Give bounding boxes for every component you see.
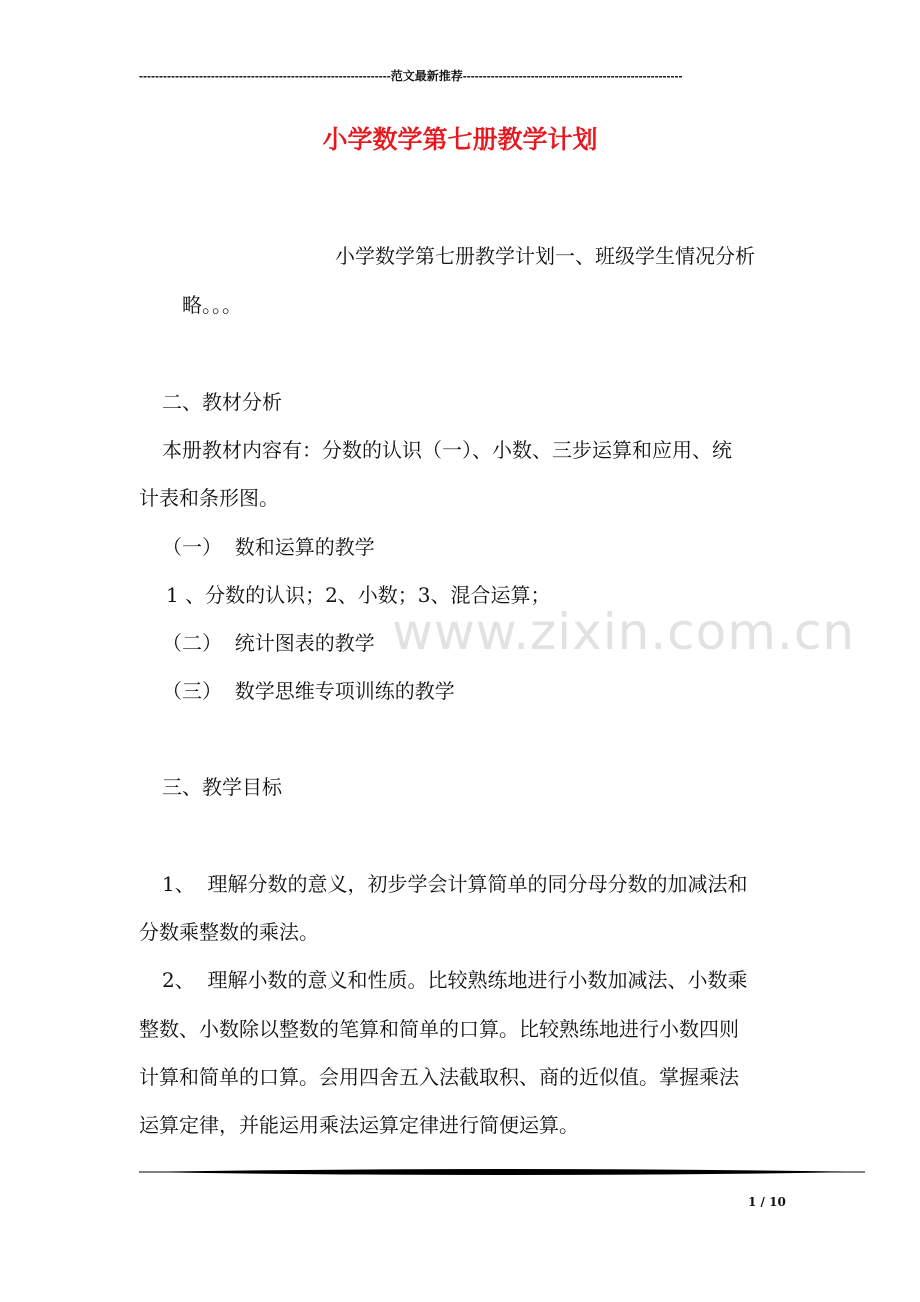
subsection-1-items: 1 、分数的认识；2、小数；3、混合运算； bbox=[166, 583, 551, 607]
goal2-line4: 运算定律，并能运用乘法运算定律进行简便运算。 bbox=[139, 1113, 579, 1137]
intro-line: 小学数学第七册教学计划一、班级学生情况分析 bbox=[335, 244, 755, 268]
intro-detail: 略。。。 bbox=[182, 293, 242, 317]
section2-heading: 二、教材分析 bbox=[162, 390, 282, 414]
goal2-line2: 整数、小数除以整数的笔算和简单的口算。比较熟练地进行小数四则 bbox=[139, 1017, 739, 1041]
section3-heading: 三、教学目标 bbox=[162, 775, 282, 799]
subsection-2: （二） 统计图表的教学 bbox=[162, 631, 375, 655]
header-banner: ---------------------------------------------------------------范文最新推荐------------------------------------------------------- bbox=[139, 69, 683, 83]
goal1-line1: 1、 理解分数的意义，初步学会计算简单的同分母分数的加减法和 bbox=[162, 872, 748, 896]
section2-text-line1: 本册教材内容有：分数的认识（一）、小数、三步运算和应用、统 bbox=[162, 438, 732, 462]
goal2-line1: 2、 理解小数的意义和性质。比较熟练地进行小数加减法、小数乘 bbox=[162, 968, 748, 992]
subsection-1: （一） 数和运算的教学 bbox=[162, 535, 375, 559]
footer-divider bbox=[139, 1165, 865, 1179]
subsection-3: （三） 数学思维专项训练的教学 bbox=[162, 679, 455, 703]
document-title: 小学数学第七册教学计划 bbox=[322, 125, 598, 154]
goal2-line3: 计算和简单的口算。会用四舍五入法截取积、商的近似值。掌握乘法 bbox=[139, 1065, 739, 1089]
goal1-line2: 分数乘整数的乘法。 bbox=[139, 920, 319, 944]
watermark-text: www.zixin.com.cn bbox=[392, 603, 856, 661]
section2-text-line2: 计表和条形图。 bbox=[139, 486, 279, 510]
page-number: 1 / 10 bbox=[748, 1195, 786, 1209]
